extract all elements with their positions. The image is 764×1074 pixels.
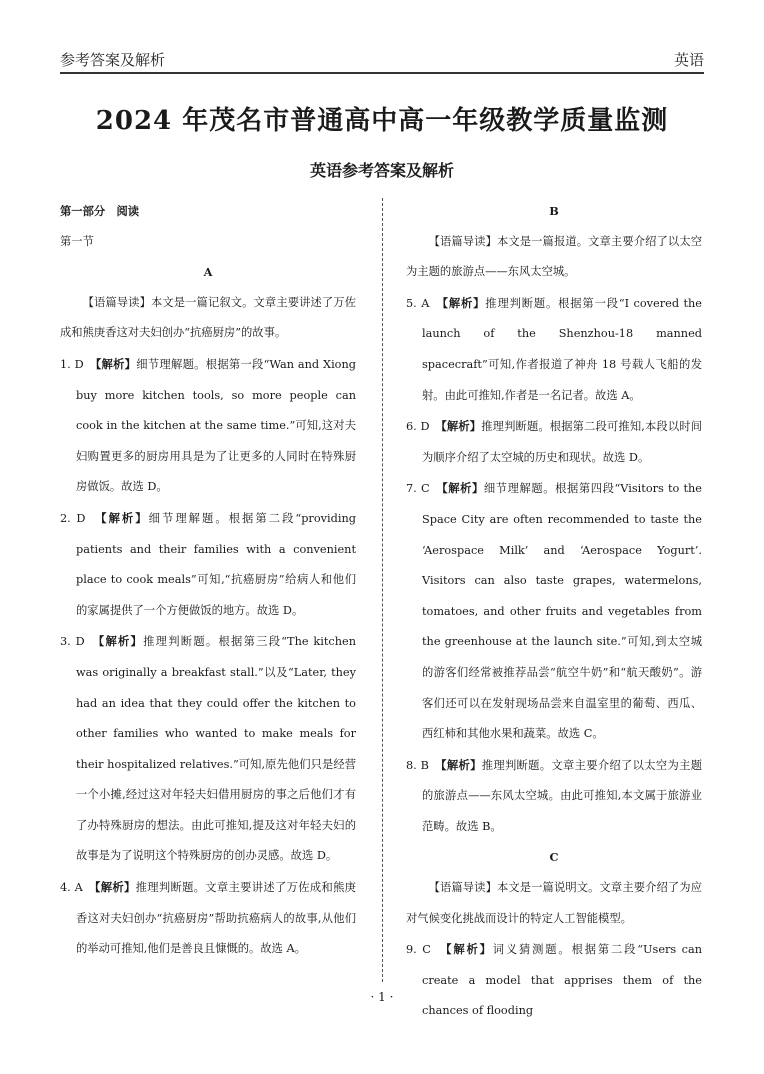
answer-number: 2. D: [60, 511, 86, 525]
section-heading: 第一节: [60, 234, 94, 248]
answer-number: 4. A: [60, 881, 83, 895]
answer-item: [406, 473, 702, 749]
answer-item: [406, 411, 702, 473]
passage-b-letter: B: [549, 204, 559, 218]
answer-text: 推理判断题。根据第三段“The kitchen was originally a breakfast stall.”以及“Later, they had an idea that they could offer the kitchen to other families who wanted to make meals for their hospitalized relatives.”可知,原先他们只是经营一个小摊,经过这对年轻夫妇借用厨房的事之后他们才有了办特殊厨房的想法。由此可推知,提及这对年轻夫妇的故事是为了说明这个特殊厨房的创办灵感。故选 D。: [76, 635, 356, 863]
answer-item: [60, 872, 356, 965]
answer-number: 3. D: [60, 635, 85, 649]
answer-item: [60, 349, 356, 503]
answer-item: [406, 288, 702, 411]
answer-number: 1. D: [60, 357, 84, 371]
analysis-tag: 【解析】: [440, 757, 482, 772]
answer-number: 8. B: [406, 758, 429, 772]
passage-c-guide: 【语篇导读】本文是一篇说明文。文章主要介绍了为应对气候变化挑战而设计的特定人工智能模型。: [406, 881, 702, 925]
answer-item: [60, 626, 356, 872]
answer-text: 推理判断题。根据第一段“I covered the launch of the Shenzhou-18 manned spacecraft”可知,作者报道了神舟 18 号载人飞船的发射。由此可推知,作者是一名记者。故选 A。: [422, 296, 702, 402]
analysis-tag: 【解析】: [441, 419, 482, 434]
answer-number: 9. C: [406, 943, 431, 957]
answer-text: 细节理解题。根据第四段“Visitors to the Space City are often recommended to taste the ‘Aerospace Milk’ and ‘Aerospace Yogurt’. Visitors can also taste grapes, watermelons, tomatoes, and other fruits and vegetables from the greenhouse at the launch site.”可知,到太空城的游客们经常被推荐品尝“航空牛奶”和“航天酸奶”。游客们还可以在发射现场品尝来自温室里的葡萄、西瓜、西红柿和其他水果和蔬菜。故选 C。: [422, 482, 702, 741]
analysis-tag: 【解析】: [94, 880, 136, 895]
page-number: · 1 ·: [370, 990, 394, 1004]
passage-a-guide: 【语篇导读】本文是一篇记叙文。文章主要讲述了万佐成和熊庚香这对夫妇创办“抗癌厨房”的故事。: [60, 295, 356, 340]
passage-a-letter: A: [203, 265, 213, 280]
answer-text: 推理判断题。文章主要介绍了以太空为主题的旅游点——东风太空城。由此可推知,本文属于旅游业范畴。故选 B。: [422, 758, 702, 833]
analysis-tag: 【解析】: [98, 634, 144, 649]
page-header: [60, 46, 704, 70]
right-column: [406, 196, 702, 1027]
column-divider: [382, 198, 383, 982]
answer-text: 细节理解题。根据第二段“providing patients and their families with a convenient place to cook meals”可知,“抗癌厨房”给病人和他们的家属提供了一个方便做饭的地方。故选 D。: [76, 511, 356, 617]
analysis-tag: 【解析】: [442, 295, 486, 310]
answer-number: 7. C: [406, 482, 430, 496]
part-heading: 第一部分 阅读: [60, 204, 140, 218]
answer-text: 细节理解题。根据第一段“Wan and Xiong buy more kitchen tools, so more people can cook in the kitchen at the same time.”可知,这对夫妇购置更多的厨房用具是为了让更多的人同时在特殊厨房做饭。故选 D。: [76, 357, 356, 494]
answer-item: [406, 934, 702, 1027]
passage-b-guide: 【语篇导读】本文是一篇报道。文章主要介绍了以太空为主题的旅游点——东风太空城。: [406, 234, 702, 279]
analysis-tag: 【解析】: [445, 942, 493, 957]
answer-text: 词义猜测题。根据第二段“Users can create a model that apprises them of the chances of flooding: [422, 943, 702, 1018]
left-column: [60, 196, 356, 965]
answer-item: [406, 750, 702, 843]
passage-c-letter: C: [549, 850, 559, 865]
analysis-tag: 【解析】: [95, 356, 137, 371]
page-title: 2024 年茂名市普通高中高一年级教学质量监测: [95, 106, 669, 136]
analysis-tag: 【解析】: [442, 481, 484, 496]
header-left-label: 参考答案及解析: [60, 51, 166, 69]
header-divider: [60, 72, 704, 74]
answer-text: 推理判断题。根据第二段可推知,本段以时间为顺序介绍了太空城的历史和现状。故选 D。: [422, 420, 702, 464]
answer-number: 5. A: [406, 296, 430, 310]
analysis-tag: 【解析】: [100, 510, 149, 525]
answer-item: [60, 503, 356, 626]
page-subtitle: 英语参考答案及解析: [309, 161, 454, 180]
answer-text: 推理判断题。文章主要讲述了万佐成和熊庚香这对夫妇创办“抗癌厨房”帮助抗癌病人的故事,从他们的举动可推知,他们是善良且慷慨的。故选 A。: [76, 881, 356, 956]
header-right-label: 英语: [673, 51, 704, 69]
answer-number: 6. D: [406, 420, 430, 434]
